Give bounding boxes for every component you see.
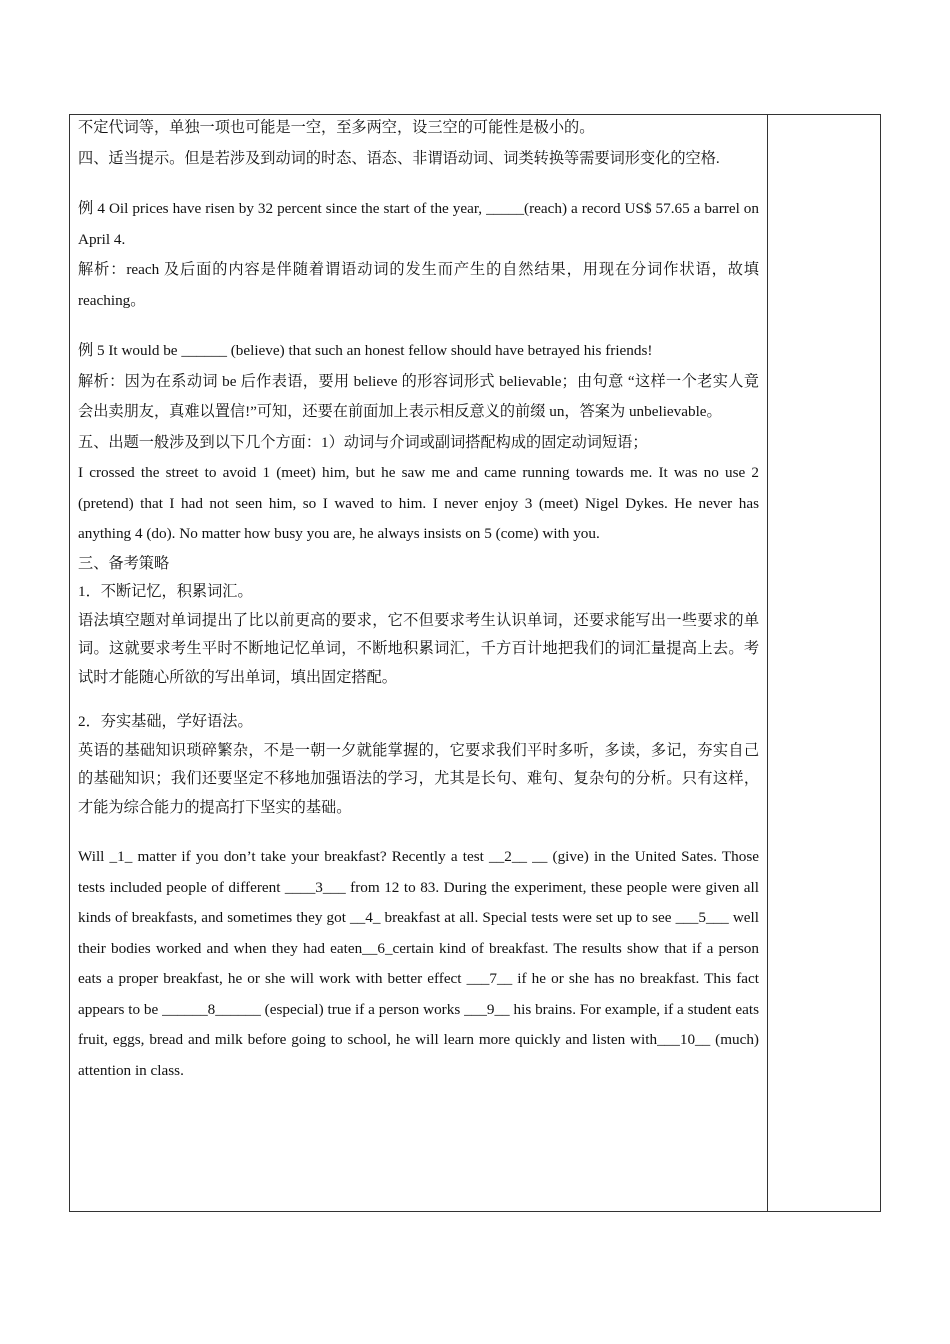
paragraph-breakfast-exercise: Will _1_ matter if you don’t take your breakfast? Recently a test __2__ __ (give) in the United Sates. Those tests included people of different ____3___ from 12 to 83. During the experiment, these people were given all kinds of breakfasts, and sometimes they got __4_ breakfast at all. Special tests were set up to see ___5___ well their bodies worked and when they had eaten__6_certain kind of breakfast. The results show that if a person eats a proper breakfast, he or she will work with better effect ___7__ if he or she has no breakfast. This fact appears to be ______8______ (especial) true if a person works ___9__ his brains. For example, if a student eats fruit, eggs, bread and milk before going to school, he will learn more quickly and listen with___10__ (much) attention in class.: [78, 848, 759, 1079]
paragraph-example-5: 例 5 It would be ______ (believe) that such an honest fellow should have betrayed his friends!: [78, 342, 653, 359]
paragraph-exercise-verb-phrases: I crossed the street to avoid 1 (meet) him, but he saw me and came running towards me. It was no use 2 (pretend) that I had not seen him, so I waved to him. I never enjoy 3 (meet) Nigel Dykes. He never has anything 4 (do). No matter how busy you are, he always insists on 5 (come) with you.: [78, 464, 759, 542]
main-content-cell: [78, 113, 759, 1086]
paragraph-grammar: 英语的基础知识琐碎繁杂，不是一朝一夕就能掌握的，它要求我们平时多听，多读，多记，夯实自己的基础知识；我们还要坚定不移地加强语法的学习，尤其是长句、难句、复杂句的分析。只有这样，才能为综合能力的提高打下坚实的基础。: [78, 741, 759, 816]
heading-grammar: 2．夯实基础，学好语法。: [78, 713, 253, 730]
heading-strategy: 三、备考策略: [78, 554, 170, 572]
paragraph-pronoun-note: 不定代词等，单独一项也可能是一空，至多两空，设三空的可能性是极小的。: [78, 119, 595, 136]
paragraph-example-4: 例 4 Oil prices have risen by 32 percent since the start of the year, _____(reach) a record US$ 57.65 a barrel on April 4.: [78, 200, 759, 248]
paragraph-analysis-5: 解析：因为在系动词 be 后作表语，要用 believe 的形容词形式 believable；由句意 “这样一个老实人竟会出卖朋友，真难以置信!”可知，还要在前面加上表示相反意义的前缀 un，答案为 unbelievable。: [78, 372, 759, 420]
column-divider: [767, 114, 768, 1212]
paragraph-vocabulary: 语法填空题对单词提出了比以前更高的要求，它不但要求考生认识单词，还要求能写出一些要求的单词。这就要求考生平时不断地记忆单词，不断地积累词汇，千方百计地把我们的词汇量提高上去。考试时才能随心所欲的写出单词，填出固定搭配。: [78, 611, 759, 686]
heading-vocabulary: 1．不断记忆，积累词汇。: [78, 583, 253, 600]
paragraph-point-five: 五、出题一般涉及到以下几个方面：1）动词与介词或副词搭配构成的固定动词短语；: [78, 433, 648, 451]
paragraph-analysis-4: 解析：reach 及后面的内容是伴随着谓语动词的发生而产生的自然结果，用现在分词作状语，故填 reaching。: [78, 261, 759, 309]
paragraph-hint-four: 四、适当提示。但是若涉及到动词的时态、语态、非谓语动词、词类转换等需要词形变化的空格.: [78, 149, 720, 167]
